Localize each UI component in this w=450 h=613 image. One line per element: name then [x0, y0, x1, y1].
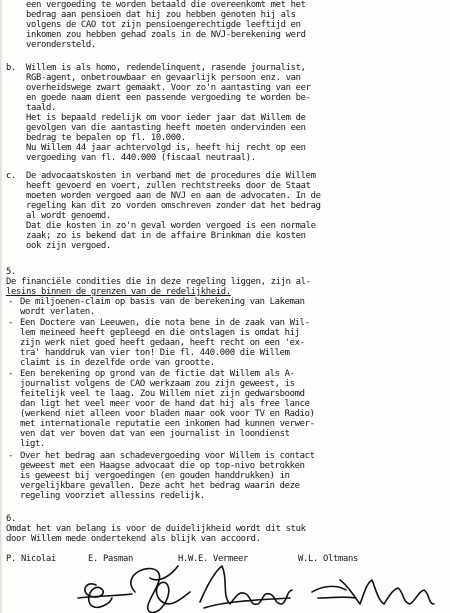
text-line: Over het bedrag aan schadevergoeding voor Willem is contact: [20, 451, 315, 461]
text-line: ook zijn vergoed.: [26, 241, 111, 251]
text-line: overheidswege zwart gemaakt. Voor zo'n aantasting van eer: [26, 83, 311, 93]
text-line: RGB-agent, onbetrouwbaar en gevaarlijk persoon enz. van: [26, 73, 301, 83]
signature-pasman: [131, 569, 190, 613]
text-line: (werkend niet alleen voor bladen maar ook voor TV en Radio): [20, 409, 315, 419]
text-line: zaak; zo is bekend dat in de affaire Brinkman die kosten: [26, 231, 306, 241]
text-line: vergoeding van fl. 440.000 (fiscaal neutraal).: [26, 153, 256, 163]
text-line: Een Doctere van Leeuwen, die nota bene in de zaak van Wil-: [20, 318, 310, 328]
text-line: ligt.: [20, 439, 45, 449]
text-line: De advocaatskosten in verband met de procedures die Willem: [26, 171, 316, 181]
signature-oltmans: [312, 580, 434, 604]
text-line: Een berekening op grond van de fictie dat Willem als A-: [20, 369, 295, 379]
text-line: al wordt genoemd.: [26, 211, 111, 221]
text-line: volgens de CAO tot zijn pensioengerechtigde leeftijd en: [26, 20, 301, 30]
text-line: tra' handdruk van vier ton! Die fl. 440.000 die Willem: [20, 348, 290, 358]
signatory-name: H.W.E. Vermeer: [178, 554, 248, 564]
text-line: wordt verlaten.: [20, 307, 95, 317]
text-line: moeten worden vergoed aan de NVJ en aan de advocaten. In de: [26, 191, 321, 201]
text-line: ven dat ver boven dat van een journalist in loondienst: [20, 429, 290, 439]
signatures: [0, 560, 450, 613]
text-line: regeling kan dit zo vorden omschreven zonder dat het bedrag: [26, 201, 321, 211]
text-line: dan ligt het veel meer voor de hand dat hij als free lance: [20, 399, 310, 409]
text-line: regeling voorziet allessins redelijk.: [20, 491, 205, 501]
text-line: Willem is als homo, redendelinquent, rasende journalist,: [26, 63, 306, 73]
text-line: De miljoenen-claim op basis van de berekening van Lakeman: [20, 297, 305, 307]
text-line: Het is bepaald redelijk om voor ieder jaar dat Willem de: [26, 113, 306, 123]
text-line: bedrag aan pensioen dat hij zou hebben genoten hij als: [26, 10, 296, 20]
text-line: lem meineed heeft gepleegd en die ontslagen is omdat hij: [20, 328, 300, 338]
text-line: gevolgen van die aantasting heeft moeten ondervinden een: [26, 123, 306, 133]
text-line: Nu Willem 44 jaar achtervolgd is, heeft hij recht op een: [26, 143, 306, 153]
text-line: Omdat het van belang is voor de duidelijkheid wordt dit stuk: [6, 524, 306, 534]
text-line: inkomen zou hebben gehad zoals in de NVJ-berekening werd: [26, 30, 306, 40]
bullet-dash: -: [8, 297, 13, 307]
text-line: lesins binnen de grenzen van de redelijkheid.: [6, 287, 231, 297]
paragraph-marker: c.: [6, 171, 16, 181]
section-number: 5.: [6, 267, 16, 277]
text-line: en goede naam dient een passende vergoeding te worden be-: [26, 93, 311, 103]
text-line: geweest met een Haagse advocaat die op top-nivo betrokken: [20, 461, 305, 471]
signatory-name: E. Pasman: [88, 554, 133, 564]
text-line: feitelijk veel te laag. Zou Willem niet zijn gedwarsboomd: [20, 389, 305, 399]
text-line: vergelijkbare gevallen. Deze acht het bedrag waarin deze: [20, 481, 300, 491]
text-line: De financiële condities die in deze regeling liggen, zijn al-: [6, 277, 311, 287]
text-line: is geweest bij vergoedingen (en gouden handdrukken) in: [20, 471, 290, 481]
text-line: Dat die kosten in zo'n geval worden vergoed is een normale: [26, 221, 316, 231]
text-line: verondersteld.: [26, 40, 96, 50]
text-line: een vergoeding te worden betaald die overeenkomt met het: [26, 0, 306, 10]
section-number: 6.: [6, 514, 16, 524]
text-line: taald.: [26, 103, 56, 113]
bullet-dash: -: [8, 318, 13, 328]
text-line: bedrag te bepalen op fl. 10.000.: [26, 133, 186, 143]
text-line: door Willem mede ondertekend als blijk van accoord.: [6, 534, 261, 544]
text-line: claimt is in dezelfde orde van grootte.: [20, 358, 215, 368]
text-line: heeft gevoerd en voert, zullen rechtstreeks door de Staat: [26, 181, 311, 191]
text-line: met internationale reputatie een inkomen had kunnen verwer-: [20, 419, 315, 429]
scan-edge-shadow: [0, 0, 3, 613]
text-line: journalist volgens de CAO werkzaam zou zijn geweest, is: [20, 379, 295, 389]
signatory-name: P. Nicolai: [6, 554, 56, 564]
text-line: zijn werk niet goed heeft gedaan, heeft recht on een 'ex-: [20, 338, 305, 348]
signatory-name: W.L. Oltmans: [298, 554, 358, 564]
paragraph-marker: b.: [6, 63, 16, 73]
bullet-dash: -: [8, 369, 13, 379]
bullet-dash: -: [8, 451, 13, 461]
